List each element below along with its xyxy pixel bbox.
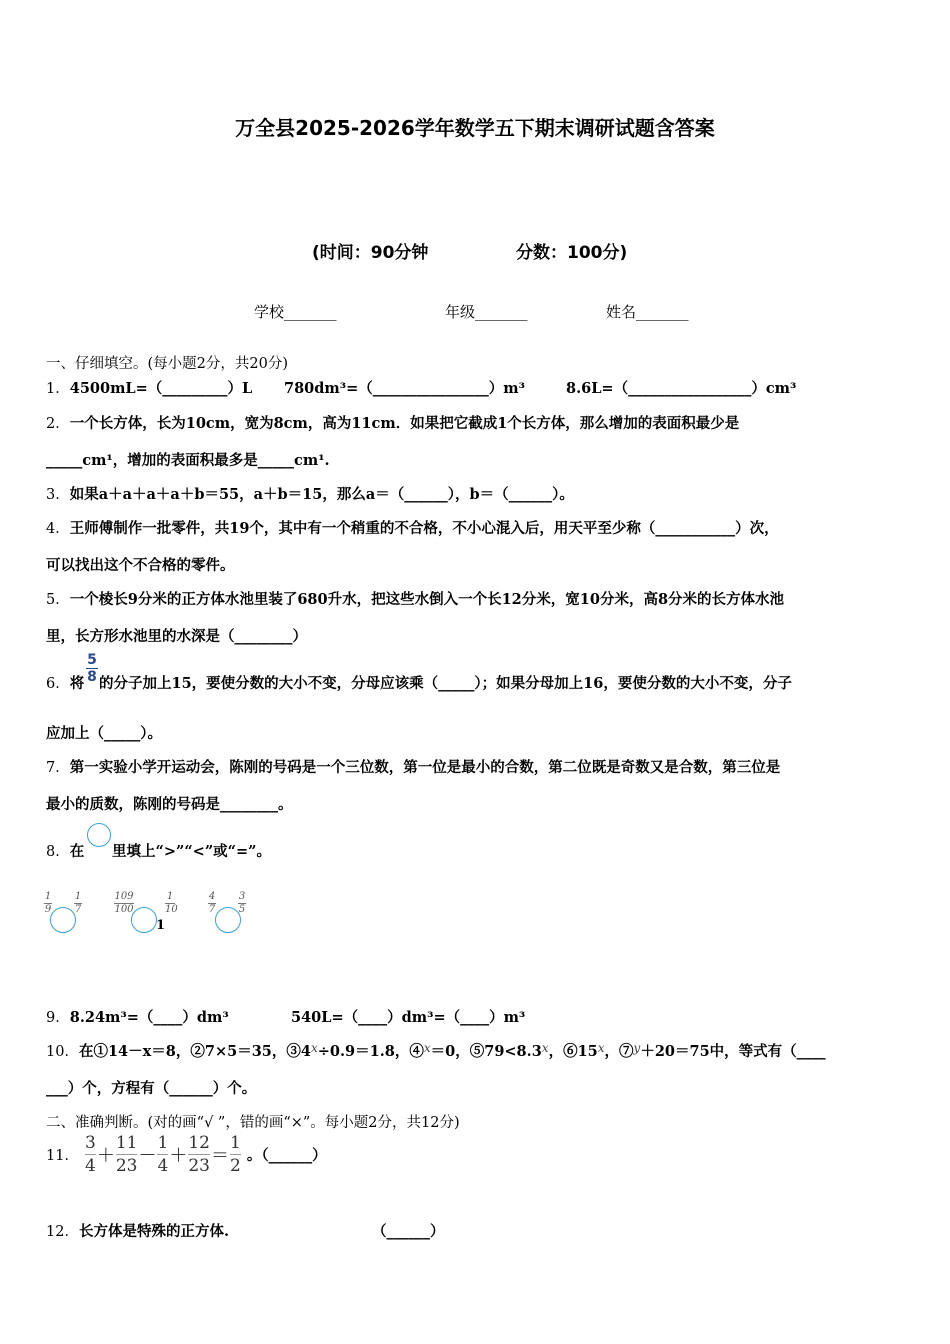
- q12-text: 长方体是特殊的正方体.: [78, 1223, 230, 1240]
- q3-text: 如果a＋a＋a＋a＋b＝55，a＋b＝15，那么a＝（______），b＝（______）。: [69, 486, 574, 503]
- compare-circle-icon: [87, 823, 111, 847]
- q5-line-1: 一个棱长9分米的正方体水池里装了680升水，把这些水倒入一个长12分米，宽10分米，高8分米的长方体水池: [69, 591, 785, 608]
- q2-line-1: 一个长方体，长为10cm，宽为8cm，高为11cm．如果把它截成1个长方体，那么增加的表面积最少是: [69, 415, 740, 432]
- question-12: [46, 1220, 229, 1241]
- q12-answer-blank[interactable]: （______）: [372, 1223, 445, 1240]
- grade-field[interactable]: 年级_______: [445, 303, 528, 321]
- q2-line-2: _____cm¹，增加的表面积最多是_____cm¹.: [46, 452, 330, 469]
- exam-time: (时间：90分钟: [312, 243, 429, 263]
- question-number: 4．: [46, 521, 70, 537]
- q8-item2-left-fraction: $\frac{109}{100}$: [114, 891, 134, 915]
- question-number: 10．: [46, 1044, 79, 1060]
- q9-part-b: 540L=（____）dm³=（____）m³: [291, 1009, 526, 1026]
- section-2-heading: 二、准确判断。(对的画“√ ”，错的画“×”。每小题2分，共12分): [46, 1115, 460, 1131]
- school-field[interactable]: 学校_______: [254, 303, 337, 321]
- q6-pre: 将: [69, 675, 85, 692]
- q8-item1-answer-circle[interactable]: [50, 907, 76, 933]
- q1-part-c: 8.6L=（_________________）cm³: [566, 380, 797, 397]
- question-6: [46, 672, 84, 693]
- question-number: 3．: [46, 487, 70, 503]
- q8-item2-answer-circle[interactable]: [131, 907, 157, 933]
- question-9: [46, 1006, 229, 1027]
- q10-line-2: ___）个，方程有（______）个。: [46, 1080, 257, 1097]
- name-field[interactable]: 姓名_______: [606, 303, 689, 321]
- page-title: 万全县2025-2026学年数学五下期末调研试题含答案: [235, 116, 715, 140]
- question-2: [46, 412, 739, 433]
- question-number: 5．: [46, 592, 70, 608]
- q11-fraction-2: $\frac{11}{23}$: [115, 1133, 138, 1176]
- q7-line-2: 最小的质数，陈刚的号码是________。: [46, 796, 293, 813]
- question-8: [46, 840, 84, 861]
- question-7: [46, 756, 780, 777]
- question-3: [46, 483, 574, 504]
- q8-item3-answer-circle[interactable]: [215, 907, 241, 933]
- question-number: 11．: [46, 1148, 79, 1164]
- q11-fraction-4: $\frac{12}{23}$: [188, 1133, 210, 1176]
- q6-fraction: [86, 652, 98, 685]
- q1-part-b: 780dm³=（________________）m³: [284, 380, 525, 397]
- question-1: [46, 377, 252, 398]
- q8-item2-right-fraction: $\frac{1}{10}$: [165, 891, 178, 915]
- q5-line-2: 里，长方形水池里的水深是（________）: [46, 628, 307, 645]
- q8-item1-right-fraction: $\frac{1}{7}$: [74, 891, 82, 915]
- question-number: 2．: [46, 416, 70, 432]
- q6-line-2: 应加上（_____）。: [46, 725, 162, 742]
- q11-answer-blank[interactable]: 。（______）: [246, 1147, 327, 1164]
- q8-item1-left-fraction: $\frac{1}{9}$: [44, 891, 52, 915]
- q8-instruction: 里填上“>”“<”或“=”。: [112, 843, 271, 860]
- question-11: 11． $\frac{3}{4}$ ＋ $\frac{11}{23}$ － $\frac{1}{4}$ ＋ $\frac{12}{23}$ ＝ $\frac{1}{2}$ 。（______）: [46, 1133, 327, 1176]
- q8-item3-right-fraction: $\frac{3}{5}$: [238, 891, 246, 915]
- q11-fraction-5: $\frac{1}{2}$: [229, 1133, 241, 1176]
- question-number: 9．: [46, 1010, 70, 1026]
- q4-line-2: 可以找出这个不合格的零件。: [46, 557, 235, 574]
- question-number: 8．: [46, 844, 70, 860]
- question-4: [46, 517, 779, 538]
- question-10: 10．在①14－x＝8，②7×5＝35，$③4^x\div 0.9=1.8$，④$^x$＝0，$⑤79<8.3^x$，⑥15$^x$，⑦$^y$＋20＝75中，等式有（____: [46, 1041, 826, 1060]
- exam-score: 分数：100分): [516, 243, 628, 263]
- question-number: 1．: [46, 381, 70, 397]
- q9-part-a: 8.24m³=（____）dm³: [69, 1009, 229, 1026]
- q6-frac-numerator: 5: [87, 652, 97, 668]
- q8-pre: 在: [69, 843, 85, 860]
- q8-item3-left-fraction: $\frac{4}{7}$: [208, 891, 216, 915]
- q11-fraction-3: $\frac{1}{4}$: [157, 1133, 169, 1176]
- question-number: 7．: [46, 760, 70, 776]
- question-5: [46, 588, 784, 609]
- q1-part-a: 4500mL=（_________）L: [69, 380, 253, 397]
- q11-fraction-1: $\frac{3}{4}$: [85, 1133, 96, 1176]
- q6-line-1: 的分子加上15，要使分数的大小不变，分母应该乘（_____）；如果分母加上16，要使分数的大小不变，分子: [99, 675, 792, 692]
- q6-frac-denominator: 8: [87, 669, 97, 685]
- q7-line-1: 第一实验小学开运动会，陈刚的号码是一个三位数，第一位是最小的合数，第二位既是奇数又是合数，第三位是: [69, 759, 781, 776]
- q4-line-1: 王师傅制作一批零件，共19个，其中有一个稍重的不合格，不小心混入后，用天平至少称（___________）次，: [69, 520, 779, 537]
- q8-item2-extra: 1: [156, 918, 166, 933]
- question-number: 6．: [46, 676, 70, 692]
- section-1-heading: 一、仔细填空。(每小题2分，共20分): [46, 356, 288, 372]
- question-number: 12．: [46, 1224, 79, 1240]
